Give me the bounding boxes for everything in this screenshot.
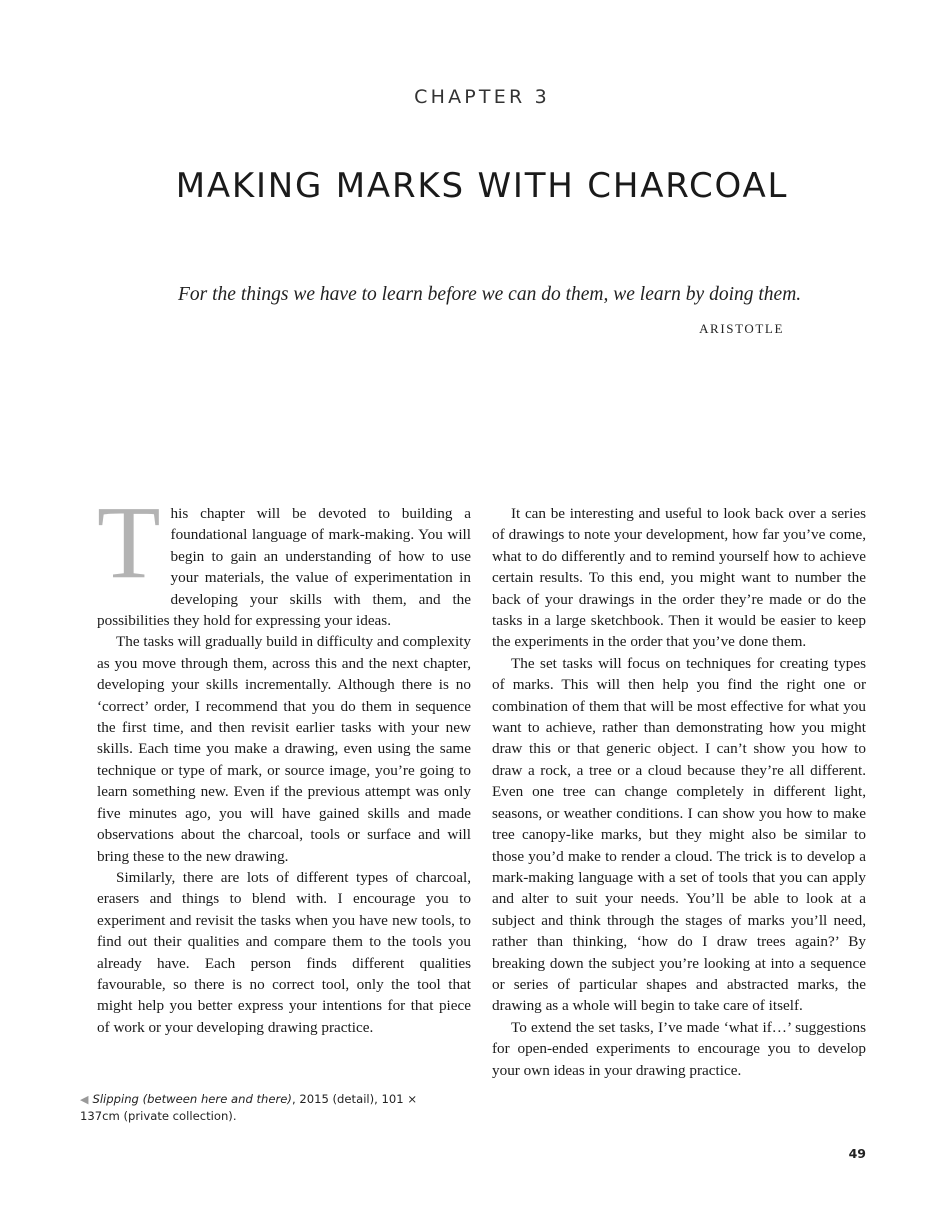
body-column-left (97, 485, 471, 1038)
body-column-right (492, 503, 866, 1081)
paragraph: The set tasks will focus on techniques for creating types of marks. This will then help you find the right one or combination of them that will be most effective for what you want to achieve, rather than demonstrating how you might draw this or that generic object. I can’t show you how to draw a rock, a tree or a cloud because they’re all different. Even one tree can change completely in different light, seasons, or weather conditions. I can show you how to make tree canopy-like marks, but they might also be similar to those you’d make to render a cloud. The trick is to develop a mark-making language with a set of tools that you can apply and alter to suit your needs. You’ll be able to look at a subject and think through the stages of marks you’ll need, rather than thinking, ‘how do I draw trees again?’ By breaking down the subject you’re looking at into a sequence or series of particular shapes and abstracted marks, the drawing as a whole will begin to take care of itself. (492, 654, 866, 1015)
paragraph-intro (97, 485, 471, 631)
paragraph: The tasks will gradually build in difficulty and complexity as you move through them, across this and the next chapter, developing your skills incrementally. Although there is no ‘correct’ order, I recommend that you do them in sequence the first time, and then revisit earlier tasks with your new skills. Each time you make a drawing, even using the same technique or type of mark, or source image, you’re going to learn something new. Even if the previous attempt was only five minutes ago, you will have gained skills and made observations about the charcoal, tools or surface and will bring these to the new drawing. (97, 633, 471, 865)
paragraph: Similarly, there are lots of different types of charcoal, erasers and things to blend with. I encourage you to experiment and revisit the tasks when you have new tools, to find out their qualities and compare them to the tools you already have. Each person finds different qualities favourable, so there is no correct tool, only the tool that might help you better express your intentions for that piece of work or your developing drawing practice. (97, 868, 471, 1036)
caption-arrow-icon: ◀ (80, 1093, 89, 1106)
page-number: 49 (848, 1146, 866, 1161)
epigraph-author: ARISTOTLE (699, 321, 784, 336)
paragraph: It can be interesting and useful to look back over a series of drawings to note your development, how far you’ve come, what to do differently and to remind yourself how to achieve certain results. To this end, you might want to number the back of your drawings in the order they’re made or do the tasks in a large sketchbook. Then it would be easier to keep the experiments in the order that you’ve done them. (492, 505, 866, 651)
chapter-label: CHAPTER 3 (414, 86, 550, 108)
paragraph: To extend the set tasks, I’ve made ‘what if…’ suggestions for open-ended experiments to encourage you to develop your own ideas in your drawing practice. (492, 1018, 866, 1079)
drop-cap: T (97, 485, 161, 600)
chapter-title: MAKING MARKS WITH CHARCOAL (175, 166, 789, 206)
caption-details: , 2015 (detail), 101 × 137cm (private collection). (80, 1092, 418, 1123)
paragraph-intro-text: his chapter will be devoted to building a foundational language of mark-making. You will begin to gain an understanding of how to use your materials, the value of experimentation in developing your skills with them, and the possibilities they hold for expressing your ideas. (97, 505, 471, 630)
figure-caption (80, 1091, 440, 1124)
caption-artwork-title: Slipping (between here and there) (92, 1092, 292, 1106)
epigraph-quote: For the things we have to learn before we can do them, we learn by doing them. (178, 284, 802, 305)
